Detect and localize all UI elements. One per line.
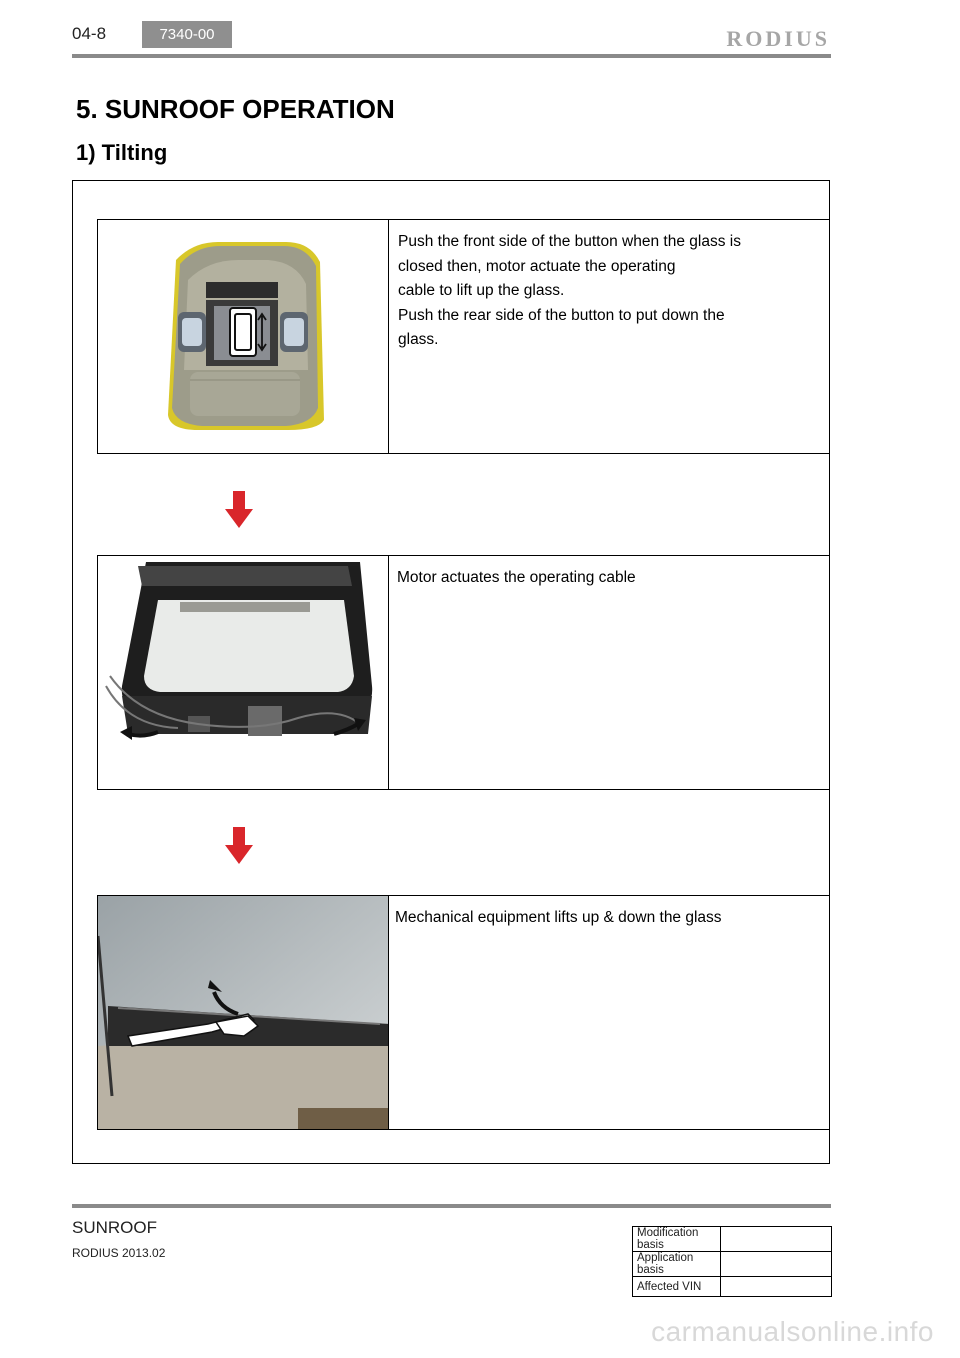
desc-line: Mechanical equipment lifts up & down the glass (395, 909, 722, 926)
down-arrow-icon (224, 491, 254, 529)
table-label: Affected VIN (633, 1277, 721, 1297)
sunroof-frame-photo (98, 556, 389, 789)
desc-line: glass. (398, 331, 439, 348)
table-row (633, 1252, 832, 1277)
section-code-badge: 7340-00 (142, 21, 232, 48)
down-arrow-icon (224, 827, 254, 865)
desc-line: cable to lift up the glass. (398, 282, 565, 299)
table-value (721, 1227, 832, 1252)
step-3-description (395, 906, 775, 931)
section-title: 5. SUNROOF OPERATION (76, 94, 395, 124)
step-row-3 (97, 895, 830, 1130)
table-label: Modification basis (633, 1227, 721, 1252)
table-value (721, 1252, 832, 1277)
watermark: carmanualsonline.info (651, 1316, 934, 1347)
footer-subtitle: RODIUS 2013.02 (72, 1246, 166, 1260)
overhead-console-photo (98, 220, 389, 453)
basis-table (632, 1226, 832, 1297)
table-row (633, 1227, 832, 1252)
desc-line: Push the rear side of the button to put down the (398, 306, 725, 324)
footer-divider (72, 1204, 831, 1208)
brand-logo: RODIUS (726, 26, 830, 51)
header-divider (72, 54, 831, 58)
table-label: Application basis (633, 1252, 721, 1277)
sub-title: 1) Tilting (76, 140, 168, 165)
step-row-2 (97, 555, 830, 790)
step-row-1 (97, 219, 830, 454)
table-value (721, 1277, 832, 1297)
desc-line: Push the front side of the button when the glass is (398, 233, 741, 250)
step-1-description (398, 230, 778, 353)
page-number: 04-8 (72, 24, 107, 43)
glass-lift-mechanism-photo (98, 896, 389, 1129)
table-row (633, 1277, 832, 1297)
desc-line: Motor actuates the operating cable (397, 569, 636, 586)
footer-title: SUNROOF (72, 1218, 157, 1237)
desc-line: closed then, motor actuate the operating (398, 257, 676, 275)
step-2-description (397, 566, 777, 591)
